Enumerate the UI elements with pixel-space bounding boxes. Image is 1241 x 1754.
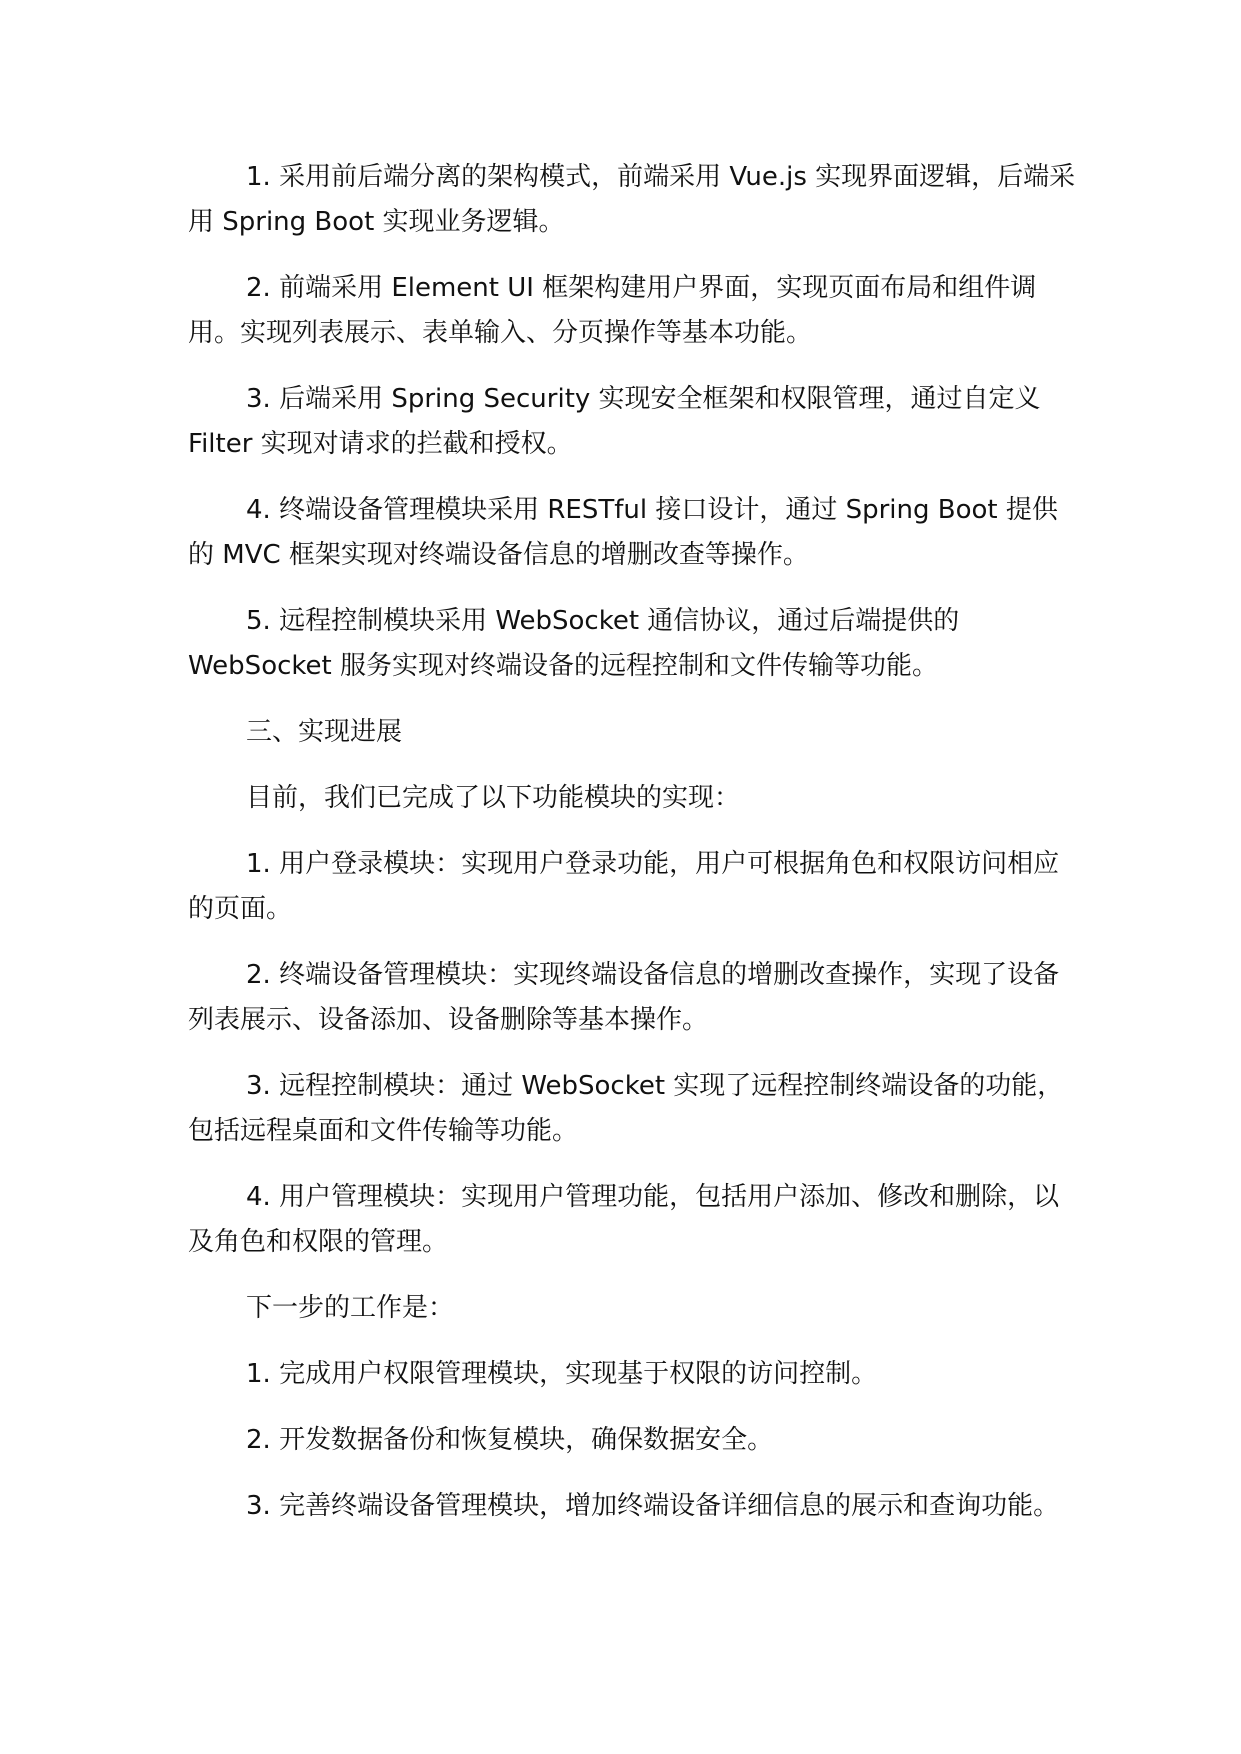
paragraph-progress-intro: 目前，我们已完成了以下功能模块的实现：	[246, 783, 741, 813]
paragraph-next-step-backup: 2. 开发数据备份和恢复模块，确保数据安全。	[246, 1425, 774, 1455]
paragraph-next-step-device-details: 3. 完善终端设备管理模块，增加终端设备详细信息的展示和查询功能。	[246, 1491, 1060, 1521]
section-heading-progress: 三、实现进展	[246, 717, 403, 747]
paragraph-architecture: 1. 采用前后端分离的架构模式，前端采用 Vue.js 实现界面逻辑，后端采用 Spring Boot 实现业务逻辑。	[188, 162, 1076, 237]
paragraph-device-module: 2. 终端设备管理模块：实现终端设备信息的增删改查操作，实现了设备列表展示、设备添加、设备删除等基本操作。	[188, 960, 1060, 1035]
paragraph-login-module: 1. 用户登录模块：实现用户登录功能，用户可根据角色和权限访问相应的页面。	[188, 849, 1060, 924]
paragraph-next-step-permissions: 1. 完成用户权限管理模块，实现基于权限的访问控制。	[246, 1359, 878, 1389]
paragraph-frontend: 2. 前端采用 Element UI 框架构建用户界面，实现页面布局和组件调用。实现列表展示、表单输入、分页操作等基本功能。	[188, 273, 1037, 348]
paragraph-remote-control: 5. 远程控制模块采用 WebSocket 通信协议，通过后端提供的 WebSocket 服务实现对终端设备的远程控制和文件传输等功能。	[188, 606, 960, 681]
paragraph-remote-module: 3. 远程控制模块：通过 WebSocket 实现了远程控制终端设备的功能，包括远程桌面和文件传输等功能。	[188, 1071, 1064, 1146]
document-body	[188, 155, 1078, 1550]
paragraph-backend-security: 3. 后端采用 Spring Security 实现安全框架和权限管理，通过自定义 Filter 实现对请求的拦截和授权。	[188, 384, 1041, 459]
paragraph-device-management: 4. 终端设备管理模块采用 RESTful 接口设计，通过 Spring Boot 提供的 MVC 框架实现对终端设备信息的增删改查等操作。	[188, 495, 1058, 570]
paragraph-next-steps-intro: 下一步的工作是：	[246, 1293, 455, 1323]
paragraph-user-module: 4. 用户管理模块：实现用户管理功能，包括用户添加、修改和删除，以及角色和权限的管理。	[188, 1182, 1060, 1257]
